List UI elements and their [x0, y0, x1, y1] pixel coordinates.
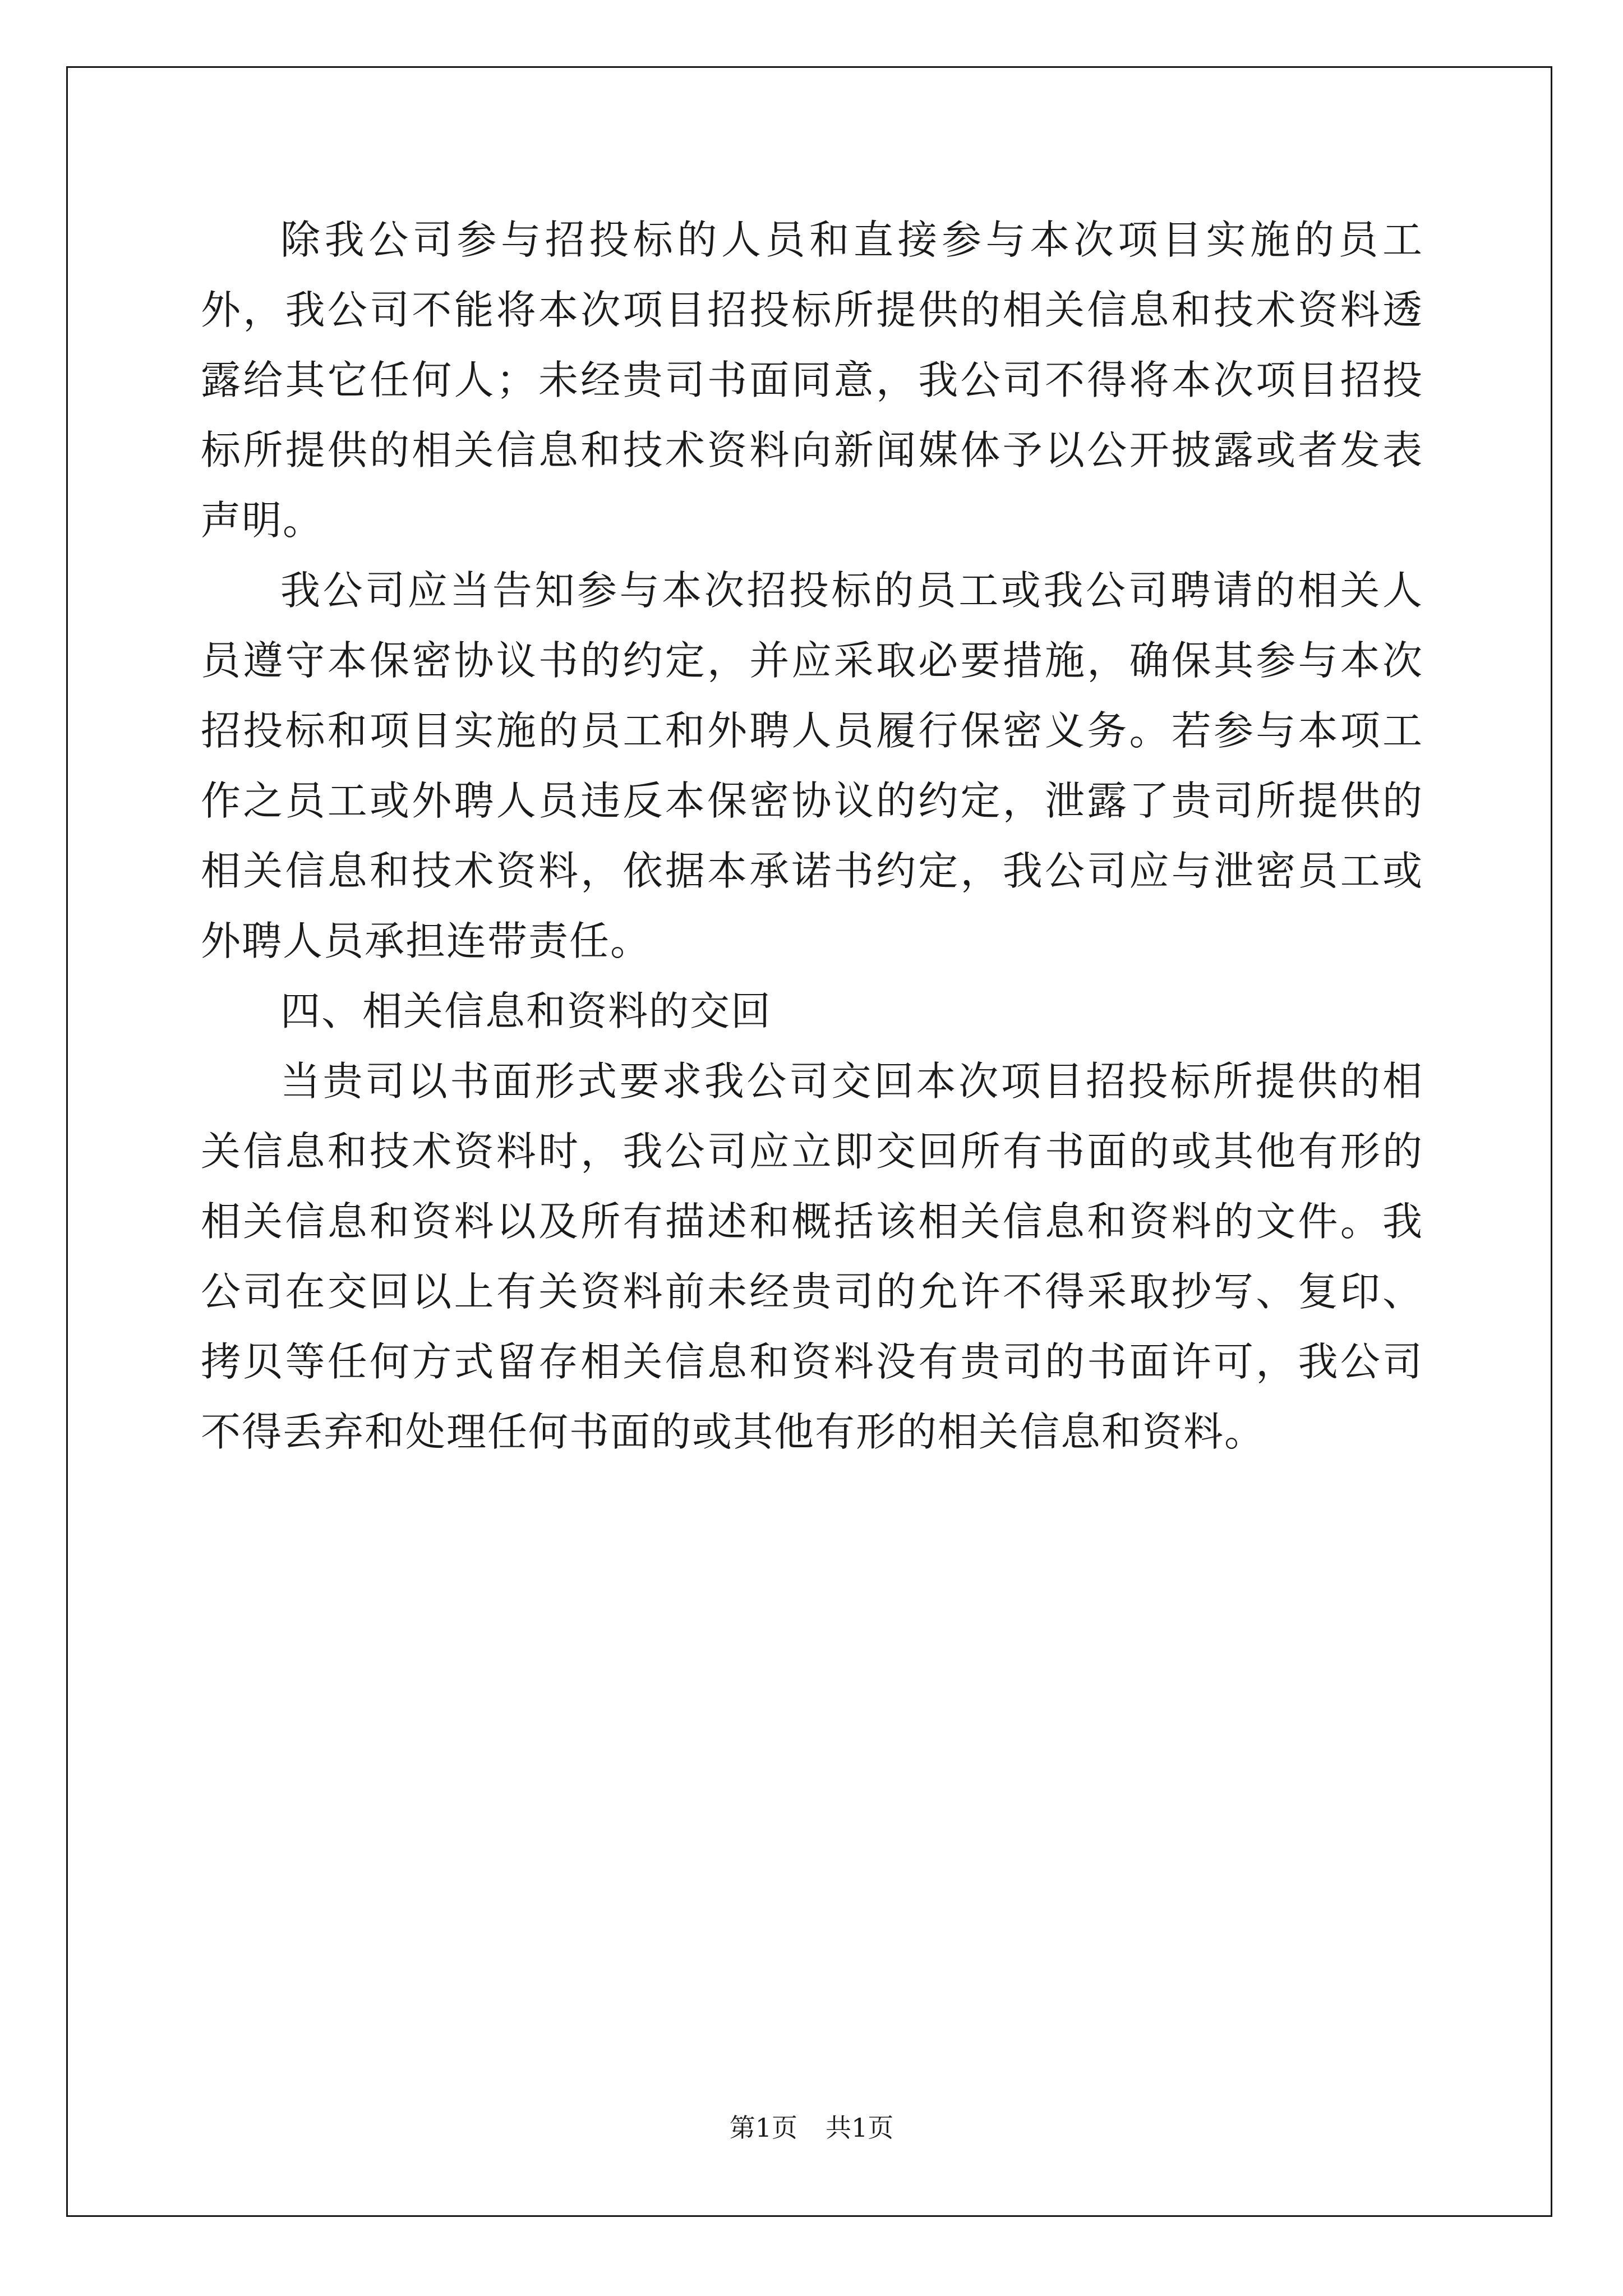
page-number: 第1页 [729, 2113, 797, 2143]
paragraph-confidentiality-scope: 除我公司参与招投标的人员和直接参与本次项目实施的员工外，我公司不能将本次项目招投标所提供的相关信息和技术资料透露给其它任何人；未经贵司书面同意，我公司不得将本次项目招投标所提供的相关信息和技术资料向新闻媒体予以公开披露或者发表声明。 [201, 217, 1423, 544]
document-body [201, 205, 1423, 1467]
paragraph-staff-obligations: 我公司应当告知参与本次招投标的员工或我公司聘请的相关人员遵守本保密协议书的约定，并应采取必要措施，确保其参与本次招投标和项目实施的员工和外聘人员履行保密义务。若参与本项工作之员工或外聘人员违反本保密协议的约定，泄露了贵司所提供的相关信息和技术资料，依据本承诺书约定，我公司应与泄密员工或外聘人员承担连带责任。 [201, 567, 1423, 964]
page-footer [0, 2108, 1623, 2145]
section-heading-return-of-materials: 四、相关信息和资料的交回 [280, 988, 772, 1034]
page-total: 共1页 [826, 2113, 894, 2143]
paragraph-return-of-materials: 当贵司以书面形式要求我公司交回本次项目招投标所提供的相关信息和技术资料时，我公司应立即交回所有书面的或其他有形的相关信息和资料以及所有描述和概括该相关信息和资料的文件。我公司在交回以上有关资料前未经贵司的允许不得采取抄写、复印、拷贝等任何方式留存相关信息和资料没有贵司的书面许可，我公司不得丢弃和处理任何书面的或其他有形的相关信息和资料。 [201, 1058, 1423, 1455]
